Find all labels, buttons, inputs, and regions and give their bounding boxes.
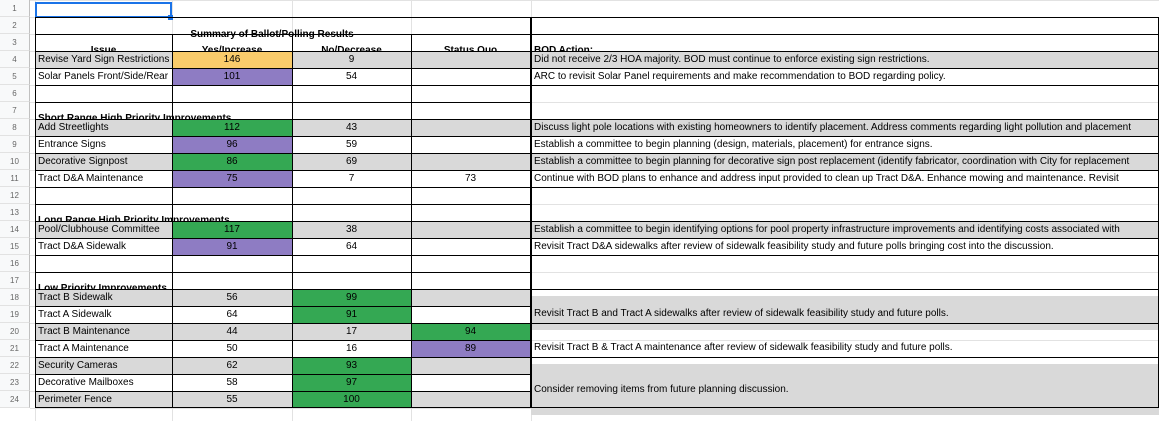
table-border-line [35, 170, 531, 171]
no-value-cell[interactable]: 91 [292, 306, 411, 323]
row-number[interactable]: 5 [0, 68, 30, 85]
table-border-line [531, 221, 1159, 222]
yes-value-cell[interactable]: 112 [172, 119, 292, 136]
row-number[interactable]: 19 [0, 306, 30, 323]
yes-value-cell[interactable]: 56 [172, 289, 292, 306]
row-number[interactable]: 18 [0, 289, 30, 306]
table-border-line [531, 136, 1159, 137]
yes-value-cell[interactable]: 91 [172, 238, 292, 255]
bod-action-cell[interactable]: Establish a committee to begin identifying options for pool property infrastructure improvements and identifying costs associated with [531, 221, 1159, 238]
table-border-line [35, 289, 531, 290]
table-border-line [531, 238, 1159, 239]
issue-cell[interactable]: Tract B Sidewalk [35, 289, 172, 306]
yes-value-cell[interactable]: 62 [172, 357, 292, 374]
table-border-line [35, 357, 531, 358]
no-value-cell[interactable]: 43 [292, 119, 411, 136]
table-border-line [292, 34, 293, 408]
yes-value-cell[interactable]: 44 [172, 323, 292, 340]
row-number[interactable]: 11 [0, 170, 30, 187]
no-value-cell[interactable]: 38 [292, 221, 411, 238]
table-border-line [531, 323, 1159, 324]
issue-cell[interactable]: Tract D&A Maintenance [38, 173, 144, 184]
action-tract-sidewalks: Revisit Tract B and Tract A sidewalks after review of sidewalk feasibility study and future polls. [531, 296, 1159, 330]
issue-cell[interactable]: Revise Yard Sign Restrictions [35, 51, 172, 68]
table-border-line [411, 34, 412, 408]
no-value-cell[interactable]: 9 [292, 51, 411, 68]
table-border-line [35, 391, 531, 392]
yes-value-cell[interactable]: 55 [172, 391, 292, 408]
no-value-cell[interactable]: 17 [292, 323, 411, 340]
yes-value-cell[interactable]: 75 [172, 170, 292, 187]
row-number[interactable]: 23 [0, 374, 30, 391]
action-remove-items: Consider removing items from future planning discussion. [531, 364, 1159, 415]
issue-cell[interactable]: Solar Panels Front/Side/Rear [38, 71, 169, 82]
table-border-line [35, 102, 531, 103]
gridline-h [30, 0, 1159, 1]
issue-cell[interactable]: Tract A Maintenance [38, 343, 129, 354]
status-quo-cell[interactable]: 73 [464, 173, 477, 184]
table-border-line [35, 51, 531, 52]
table-border-line [35, 306, 531, 307]
table-border-line [35, 187, 531, 188]
row-number[interactable]: 14 [0, 221, 30, 238]
table-border-line [35, 136, 531, 137]
no-value-cell[interactable]: 64 [345, 241, 358, 252]
row-number[interactable]: 13 [0, 204, 30, 221]
table-border-line [531, 119, 1159, 120]
row-number[interactable]: 15 [0, 238, 30, 255]
row-number[interactable]: 24 [0, 391, 30, 408]
row-number[interactable]: 17 [0, 272, 30, 289]
table-border-line [35, 323, 531, 324]
table-border-line [35, 374, 531, 375]
table-border-line [35, 153, 531, 154]
status-quo-cell[interactable]: 89 [411, 340, 530, 357]
issue-cell[interactable]: Entrance Signs [38, 139, 106, 150]
no-value-cell[interactable]: 16 [345, 343, 358, 354]
yes-value-cell[interactable]: 96 [172, 136, 292, 153]
table-border-line [35, 255, 531, 256]
bod-action-cell[interactable]: Revisit Tract D&A sidewalks after review of sidewalk feasibility study and future polls bringing cost into the discussion. [534, 241, 1054, 252]
bod-action-cell[interactable]: Did not receive 2/3 HOA majority. BOD must continue to enforce existing sign restrictions. [531, 51, 1159, 68]
no-value-cell[interactable]: 97 [292, 374, 411, 391]
no-value-cell[interactable]: 69 [292, 153, 411, 170]
row-number[interactable]: 9 [0, 136, 30, 153]
table-border-line [172, 34, 173, 408]
row-number[interactable]: 1 [0, 0, 30, 17]
table-border-line [35, 340, 531, 341]
yes-value-cell[interactable]: 58 [226, 377, 238, 388]
status-quo-cell[interactable]: 94 [411, 323, 530, 340]
table-border-line [531, 85, 1159, 86]
no-value-cell[interactable]: 93 [292, 357, 411, 374]
row-number[interactable]: 22 [0, 357, 30, 374]
no-value-cell[interactable]: 99 [292, 289, 411, 306]
row-number[interactable]: 16 [0, 255, 30, 272]
table-border-line [35, 238, 531, 239]
yes-value-cell[interactable]: 86 [172, 153, 292, 170]
issue-cell[interactable]: Security Cameras [35, 357, 172, 374]
yes-value-cell[interactable]: 117 [172, 221, 292, 238]
table-border-line [35, 204, 531, 205]
table-border-line [35, 85, 531, 86]
table-border-line [531, 68, 1159, 69]
row-number[interactable]: 8 [0, 119, 30, 136]
row-number[interactable]: 6 [0, 85, 30, 102]
no-value-cell[interactable]: 54 [345, 71, 358, 82]
no-value-cell[interactable]: 7 [348, 173, 355, 184]
issue-cell[interactable]: Decorative Mailboxes [38, 377, 134, 388]
yes-value-cell[interactable]: 146 [172, 51, 292, 68]
row-number[interactable]: 3 [0, 34, 30, 51]
selected-cell[interactable] [35, 2, 172, 18]
table-border-line [35, 119, 531, 120]
table-border-line [35, 34, 531, 35]
row-number[interactable]: 21 [0, 340, 30, 357]
row-number[interactable]: 12 [0, 187, 30, 204]
table-border-line [531, 170, 1159, 171]
row-number[interactable]: 7 [0, 102, 30, 119]
issue-cell[interactable]: Tract A Sidewalk [38, 309, 112, 320]
table-border [531, 17, 1159, 408]
bod-action-cell[interactable]: Continue with BOD plans to enhance and address input provided to clean up Tract D&A. Enhance mowing and maintenance. Revisit [534, 173, 1119, 184]
table-border-line [531, 255, 1159, 256]
row-number[interactable]: 2 [0, 17, 30, 34]
table-border-line [35, 68, 531, 69]
table-border-line [531, 187, 1159, 188]
table-border-line [35, 221, 531, 222]
bod-action-cell[interactable]: Discuss light pole locations with existing homeowners to identify placement. Address comments regarding light pollution and placement [531, 119, 1159, 136]
table-border-line [531, 357, 1159, 358]
row-number[interactable]: 20 [0, 323, 30, 340]
issue-cell[interactable]: Add Streetlights [35, 119, 172, 136]
issue-cell[interactable]: Perimeter Fence [35, 391, 172, 408]
table-border-line [531, 153, 1159, 154]
table-border-line [531, 51, 1159, 52]
row-number[interactable]: 10 [0, 153, 30, 170]
yes-value-cell[interactable]: 50 [226, 343, 238, 354]
issue-cell[interactable]: Pool/Clubhouse Committee [35, 221, 172, 238]
table-border-line [531, 34, 1159, 35]
bod-action-cell[interactable]: Establish a committee to begin planning for decorative sign post replacement (identify fabricator, coordination with City for replacement [531, 153, 1159, 170]
row-number[interactable]: 4 [0, 51, 30, 68]
bod-action-cell[interactable]: Establish a committee to begin planning (design, materials, placement) for entrance signs. [534, 139, 933, 150]
action-tract-maintenance: Revisit Tract B & Tract A maintenance after review of sidewalk feasibility study and future polls. [534, 341, 953, 353]
issue-cell[interactable]: Tract B Maintenance [35, 323, 172, 340]
issue-cell[interactable]: Tract D&A Sidewalk [38, 241, 126, 252]
table-border [35, 17, 531, 408]
bod-action-cell[interactable]: ARC to revisit Solar Panel requirements and make recommendation to BOD regarding policy. [534, 71, 946, 82]
yes-value-cell[interactable]: 64 [226, 309, 238, 320]
no-value-cell[interactable]: 100 [292, 391, 411, 408]
table-border-line [531, 289, 1159, 290]
yes-value-cell[interactable]: 101 [172, 68, 292, 85]
no-value-cell[interactable]: 59 [345, 139, 358, 150]
issue-cell[interactable]: Decorative Signpost [35, 153, 172, 170]
table-border-line [35, 272, 531, 273]
